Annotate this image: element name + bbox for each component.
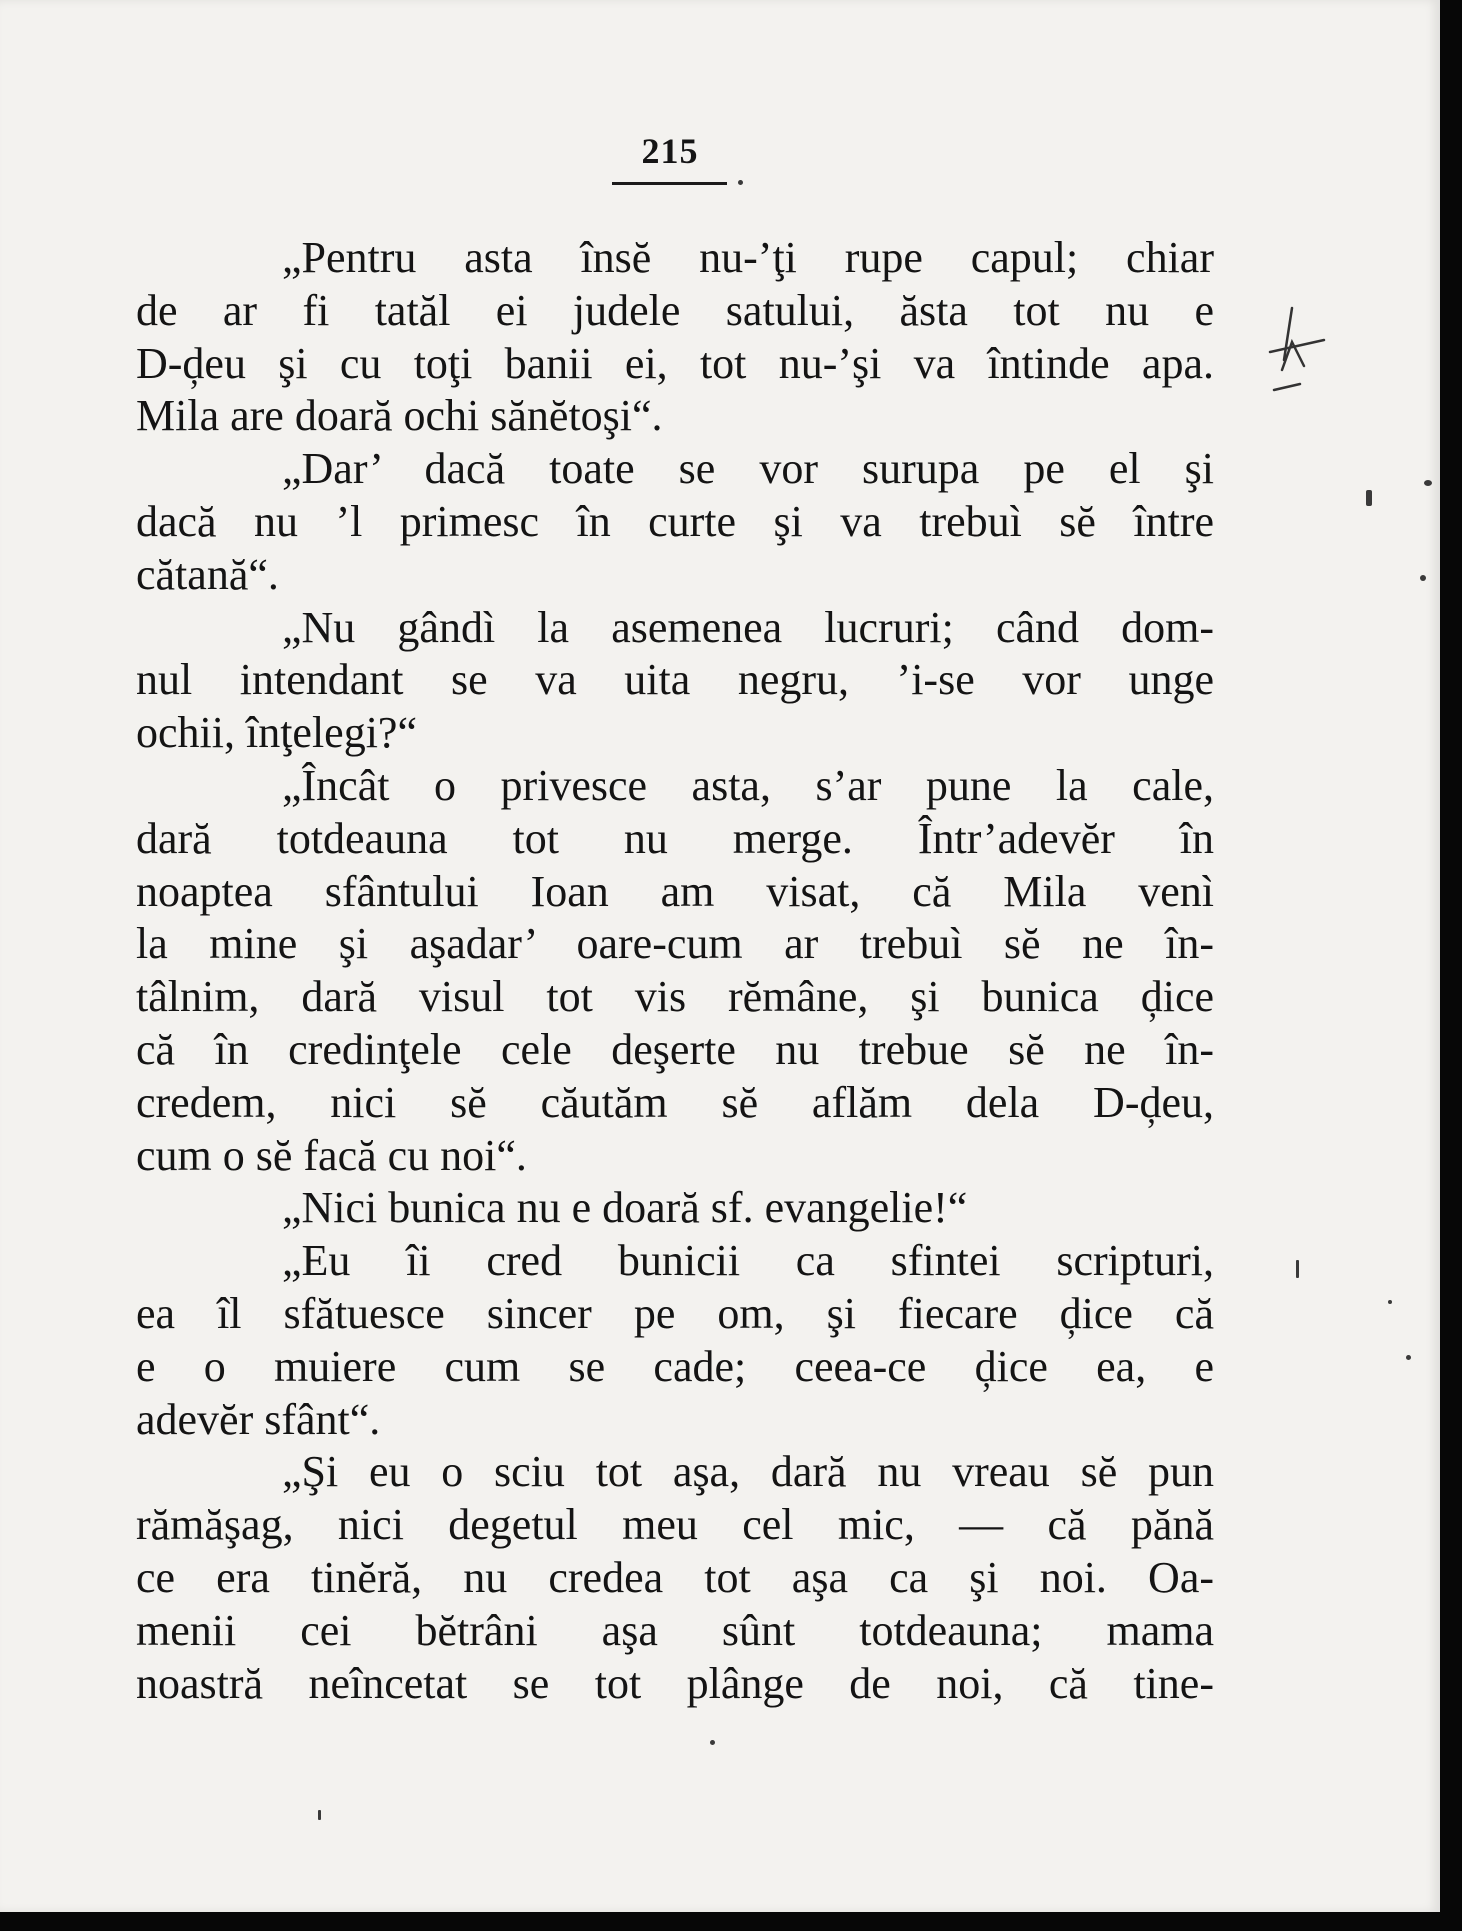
text-line: nul intendant se va uita negru, ’i-se vor unge (136, 655, 1214, 705)
text-line: „Eu îi cred bunicii ca sfintei scripturi, (282, 1236, 1214, 1286)
text-line: adevĕr sfânt“. (136, 1394, 381, 1444)
text-line: „Nu gândì la asemenea lucruri; când dom- (282, 602, 1214, 652)
text-line: la mine şi aşadar’ oare-cum ar trebuì sĕ ne în- (136, 919, 1214, 969)
text-line: noaptea sfântului Ioan am visat, că Mila venì (136, 866, 1214, 916)
paper-speck (710, 1740, 715, 1745)
text-line: dacă nu ’l primesc în curte şi va trebuì sĕ între (136, 496, 1214, 546)
paper-speck (738, 180, 743, 185)
page-text (136, 232, 1214, 1710)
scan-border-bottom (0, 1912, 1462, 1931)
paper-speck (1424, 480, 1432, 486)
text-line: cum o sĕ facă cu noi“. (136, 1130, 527, 1180)
paper-speck (1420, 575, 1426, 581)
text-line: „Dar’ dacă toate se vor surupa pe el şi (282, 444, 1214, 494)
text-line: e o muiere cum se cade; ceea-ce ḑice ea, e (136, 1341, 1214, 1391)
page-number: 215 (641, 131, 699, 171)
text-line: dară totdeauna tot nu merge. Într’adevĕr în (136, 813, 1214, 863)
text-line: că în credinţele cele deşerte nu trebue sĕ ne în- (136, 1024, 1214, 1074)
text-line: „Pentru asta însĕ nu-’ţi rupe capul; chiar (282, 233, 1214, 282)
text-line: „Nici bunica nu e doară sf. evangelie!“ (282, 1183, 968, 1233)
text-line: credem, nici sĕ căutăm sĕ aflăm dela D-ḑeu, (136, 1077, 1214, 1127)
text-line: tâlnim, dară visul tot vis rĕmâne, şi bunica ḑice (136, 972, 1214, 1022)
text-line: „Încât o privesce asta, s’ar pune la cale, (282, 760, 1214, 810)
paper-speck (1388, 1300, 1392, 1304)
paper-speck (318, 1810, 321, 1820)
text-line: Mila are doară ochi sănĕtoşi“. (136, 391, 663, 441)
text-line: „Şi eu o sciu tot aşa, dară nu vreau sĕ pun (282, 1447, 1214, 1497)
text-line: noastră neîncetat se tot plânge de noi, că tine- (136, 1658, 1214, 1708)
paper-speck (1296, 1260, 1299, 1278)
text-line: ochii, înţelegi?“ (136, 708, 417, 758)
text-line: cătană“. (136, 549, 279, 599)
scan-border-right (1440, 0, 1462, 1931)
text-line: rămăşag, nici degetul meu cel mic, — că pănă (136, 1500, 1214, 1550)
paper-speck (1406, 1355, 1411, 1360)
text-line: ce era tinĕră, nu credea tot aşa ca şi noi. Oa- (136, 1552, 1214, 1602)
text-line: menii cei bĕtrâni aşa sûnt totdeauna; mama (136, 1605, 1214, 1655)
paper-speck (1366, 490, 1372, 506)
text-line: D-ḑeu şi cu toţi banii ei, tot nu-’şi va întinde apa. (136, 338, 1214, 388)
text-line: ea îl sfătuesce sincer pe om, şi fiecare ḑice că (136, 1288, 1214, 1338)
page-number-rule (612, 182, 727, 185)
text-line: de ar fi tatăl ei judele satului, ăsta tot nu e (136, 285, 1214, 335)
handwritten-margin-mark (1262, 300, 1332, 410)
